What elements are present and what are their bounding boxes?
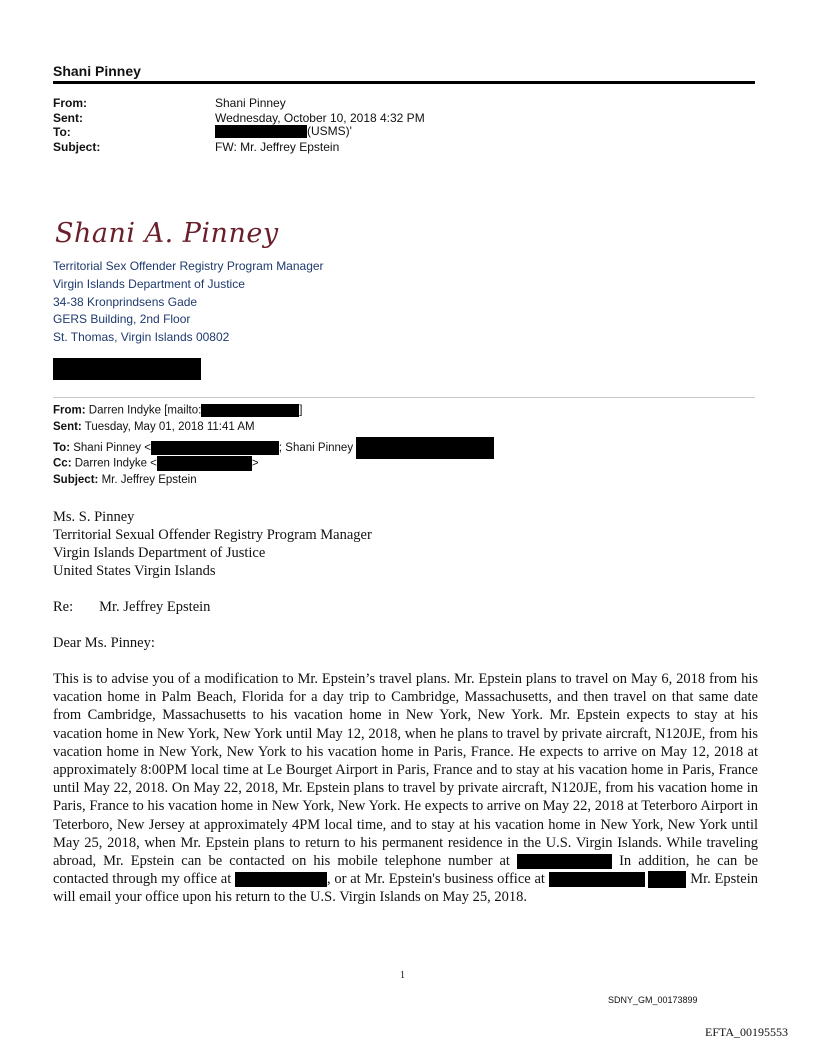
paragraph-main: This is to advise you of a modification to Mr. Epstein’s travel plans. Mr. Epstein plans to travel on May 6, 2018 from his vacation home in Palm Beach, Florida for a day trip to Cambridge, Massachusetts, and then travel on that same date from Cambridge, Massachusetts to his vacation home in New York, New York. Mr. Epstein expects to stay at his vacation home in New York, New York until May 12, 2018, when he plans to travel by private aircraft, N120JE, from his vacation home in New York, New York to his vacation home in Paris, France. He expects to arrive on May 12, 2018 at approximately 8:00PM local time at Le Bourget Airport in Paris, France and to stay at his vacation home in Paris, France until May 22, 2018. On May 22, 2018, Mr. Epstein plans to travel by private aircraft, N120JE, from his vacation home in Paris, France to his vacation home in New York, New York. He expects to arrive on May 22, 2018 at Teterboro Airport in Teterboro, New Jersey at approximately 4PM local time, and to stay at his vacation home in New York, New York until May 25, 2018, when Mr. Epstein plans to return to his permanent residence in the U.S. Virgin Islands. While traveling abroad, Mr. Epstein can be contacted on his mobile telephone number at [53, 671, 758, 870]
to-value [215, 124, 352, 138]
subject-value: FW: Mr. Jeffrey Epstein [215, 140, 340, 154]
redaction-block [356, 437, 494, 459]
address-line-department: Virgin Islands Department of Justice [53, 545, 266, 561]
salutation: Dear Ms. Pinney: [53, 635, 155, 651]
signature-script: Shani A. Pinney [55, 218, 279, 249]
redaction-block [517, 854, 612, 869]
letter-paragraph [53, 670, 758, 907]
to-label: To: [53, 125, 71, 139]
header-divider [53, 81, 755, 84]
forward-from-line [53, 404, 303, 417]
forward-cc-label: Cc: [53, 457, 72, 470]
forward-subject-label: Subject: [53, 474, 99, 486]
forward-subject-value: Mr. Jeffrey Epstein [101, 474, 197, 486]
sender-name: Shani Pinney [53, 63, 141, 79]
paragraph-or: , or at Mr. Epstein's business office at [327, 871, 545, 888]
signature-line-street: 34-38 Kronprindsens Gade [53, 295, 198, 309]
page-number: 1 [400, 970, 405, 981]
address-line-title: Territorial Sexual Offender Registry Program Manager [53, 527, 372, 543]
sent-label: Sent: [53, 111, 83, 125]
redaction-block [648, 871, 686, 888]
sent-value: Wednesday, October 10, 2018 4:32 PM [215, 111, 425, 125]
redaction-block [235, 872, 327, 887]
forward-cc-name: Darren Indyke < [74, 457, 157, 470]
forward-sent-label: Sent: [53, 421, 82, 433]
redaction-block [157, 456, 252, 471]
bates-number-sdny: SDNY_GM_00173899 [608, 995, 698, 1005]
re-label: Re: [53, 599, 74, 615]
forward-divider [53, 397, 755, 398]
re-value: Mr. Jeffrey Epstein [99, 599, 211, 615]
from-label: From: [53, 96, 87, 110]
redaction-block [549, 872, 645, 887]
signature-line-department: Virgin Islands Department of Justice [53, 277, 245, 291]
redaction-block [201, 404, 299, 417]
bates-number-efta: EFTA_00195553 [705, 1025, 789, 1039]
signature-line-city: St. Thomas, Virgin Islands 00802 [53, 330, 230, 344]
signature-line-building: GERS Building, 2nd Floor [53, 312, 191, 326]
forward-from-label: From: [53, 404, 86, 417]
address-line-recipient: Ms. S. Pinney [53, 509, 135, 525]
forward-from-name: Darren Indyke [mailto: [88, 404, 202, 417]
forward-to-separator: ; Shani Pinney [278, 442, 354, 455]
forward-from-close: ] [299, 404, 303, 417]
forward-to-label: To: [53, 442, 71, 455]
redaction-block [53, 358, 201, 380]
signature-line-title: Territorial Sex Offender Registry Program Manager [53, 259, 324, 273]
paragraph-end: Mr. Epstein will email your office upon his return to the U.S. Virgin Islands on May 25, 2018. [53, 871, 759, 906]
redaction-block [151, 441, 279, 455]
forward-to-name: Shani Pinney < [73, 442, 151, 455]
forward-cc-line [53, 456, 259, 471]
from-value: Shani Pinney [215, 96, 286, 110]
re-line [53, 599, 210, 616]
redaction-block [215, 125, 307, 138]
forward-sent-value: Tuesday, May 01, 2018 11:41 AM [84, 421, 255, 433]
forward-sent-line [53, 421, 255, 433]
forward-cc-close: > [251, 457, 259, 470]
address-line-region: United States Virgin Islands [53, 563, 216, 579]
paragraph-addition: In addition, he can be contacted through my office at [53, 853, 759, 888]
subject-label: Subject: [53, 140, 101, 154]
forward-subject-line [53, 474, 197, 486]
to-suffix: (USMS)' [307, 124, 352, 138]
